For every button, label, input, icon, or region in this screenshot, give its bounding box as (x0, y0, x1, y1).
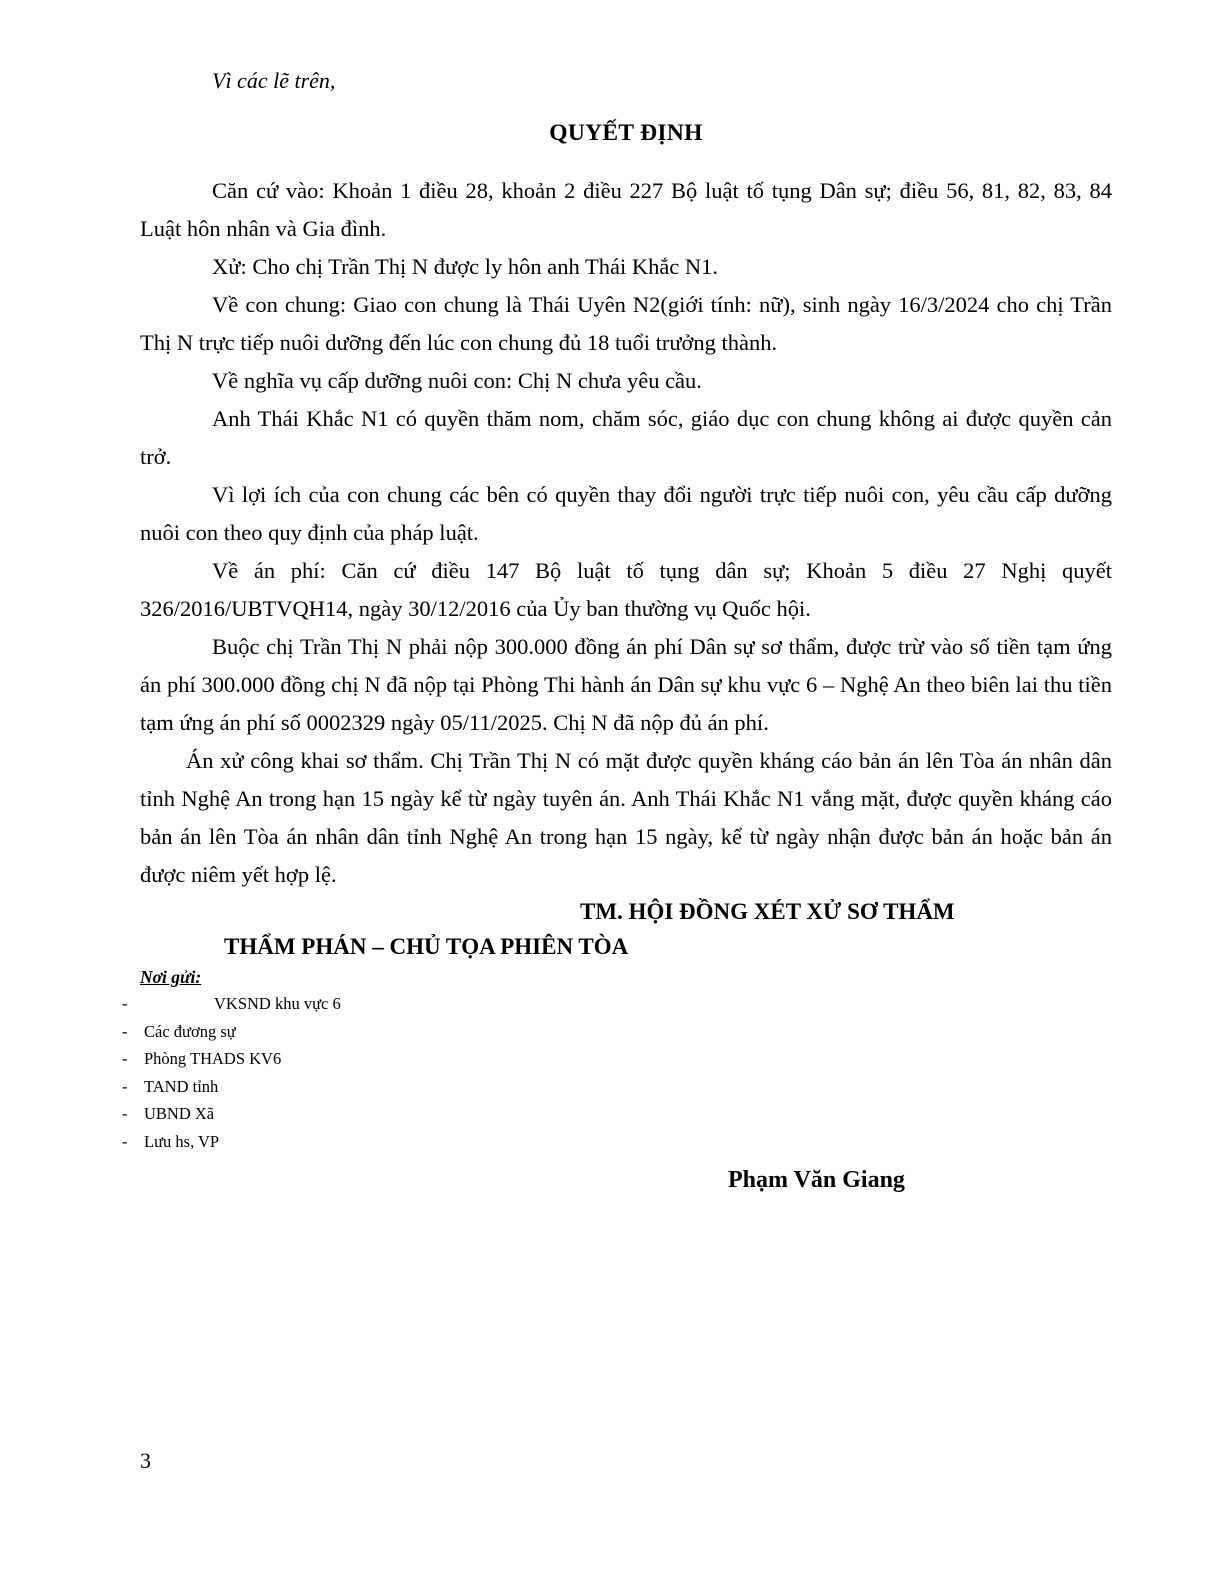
recipient-item (122, 990, 1112, 1018)
panel-title: TM. HỘI ĐỒNG XÉT XỬ SƠ THẨM (580, 899, 955, 924)
recipient-text: Các đương sự (144, 1021, 236, 1041)
recipient-text: Lưu hs, VP (144, 1131, 220, 1151)
recipient-item (122, 1018, 1112, 1046)
recipient-item (122, 1045, 1112, 1073)
decision-paragraph: Án xử công khai sơ thẩm. Chị Trần Thị N có mặt được quyền kháng cáo bản án lên Tòa án nhân dân tỉnh Nghệ An trong hạn 15 ngày kể từ ngày tuyên án. Anh Thái Khắc N1 vắng mặt, được quyền kháng cáo bản án lên Tòa án nhân dân tỉnh Nghệ An trong hạn 15 ngày, kể từ ngày nhận được bản án hoặc bản án được niêm yết hợp lệ. (140, 748, 1112, 887)
recipient-text: UBND Xã (144, 1104, 215, 1123)
recipient-item (122, 1100, 1112, 1128)
recipients-label: Nơi gửi: (140, 967, 202, 987)
dash-bullet: - (122, 994, 128, 1013)
decision-paragraph: Anh Thái Khắc N1 có quyền thăm nom, chăm sóc, giáo dục con chung không ai được quyền cản trở. (140, 406, 1112, 469)
recipient-item (122, 1073, 1112, 1101)
closing-phrase: Vì các lẽ trên, (212, 68, 336, 93)
dash-bullet: - (122, 1131, 128, 1151)
decision-paragraph: Về án phí: Căn cứ điều 147 Bộ luật tố tụng dân sự; Khoản 5 điều 27 Nghị quyết 326/2016/UBTVQH14, ngày 30/12/2016 của Ủy ban thường vụ Quốc hội. (140, 558, 1112, 621)
decision-paragraph: Buộc chị Trần Thị N phải nộp 300.000 đồng án phí Dân sự sơ thẩm, được trừ vào số tiền tạm ứng án phí 300.000 đồng chị N đã nộp tại Phòng Thi hành án Dân sự khu vực 6 – Nghệ An theo biên lai thu tiền tạm ứng án phí số 0002329 ngày 05/11/2025. Chị N đã nộp đủ án phí. (140, 634, 1112, 735)
dash-bullet: - (122, 1049, 128, 1068)
dash-bullet: - (122, 1104, 128, 1123)
dash-bullet: - (122, 1021, 128, 1041)
page-number: 3 (140, 1448, 151, 1473)
decision-heading: QUYẾT ĐỊNH (549, 120, 703, 146)
recipients-block (122, 964, 1112, 1155)
recipient-text: Phòng THADS KV6 (144, 1049, 282, 1068)
judge-title: THẨM PHÁN – CHỦ TỌA PHIÊN TÒA (224, 934, 629, 959)
decision-paragraph: Về nghĩa vụ cấp dưỡng nuôi con: Chị N chưa yêu cầu. (212, 368, 702, 393)
decision-paragraph: Về con chung: Giao con chung là Thái Uyên N2(giới tính: nữ), sinh ngày 16/3/2024 cho chị Trần Thị N trực tiếp nuôi dưỡng đến lúc con chung đủ 18 tuổi trưởng thành. (140, 292, 1112, 355)
dash-bullet: - (122, 1076, 128, 1096)
decision-paragraph: Vì lợi ích của con chung các bên có quyền thay đổi người trực tiếp nuôi con, yêu cầu cấp dưỡng nuôi con theo quy định của pháp luật. (140, 482, 1112, 545)
recipient-item (122, 1128, 1112, 1156)
decision-paragraph: Xử: Cho chị Trần Thị N được ly hôn anh Thái Khắc N1. (212, 254, 719, 279)
decision-paragraph: Căn cứ vào: Khoản 1 điều 28, khoản 2 điều 227 Bộ luật tố tụng Dân sự; điều 56, 81, 82, 83, 84 Luật hôn nhân và Gia đình. (140, 178, 1112, 241)
decision-body (140, 172, 1112, 894)
recipient-text: TAND tỉnh (144, 1076, 219, 1096)
recipient-text: VKSND khu vực 6 (214, 994, 341, 1013)
judge-name: Phạm Văn Giang (728, 1167, 905, 1193)
